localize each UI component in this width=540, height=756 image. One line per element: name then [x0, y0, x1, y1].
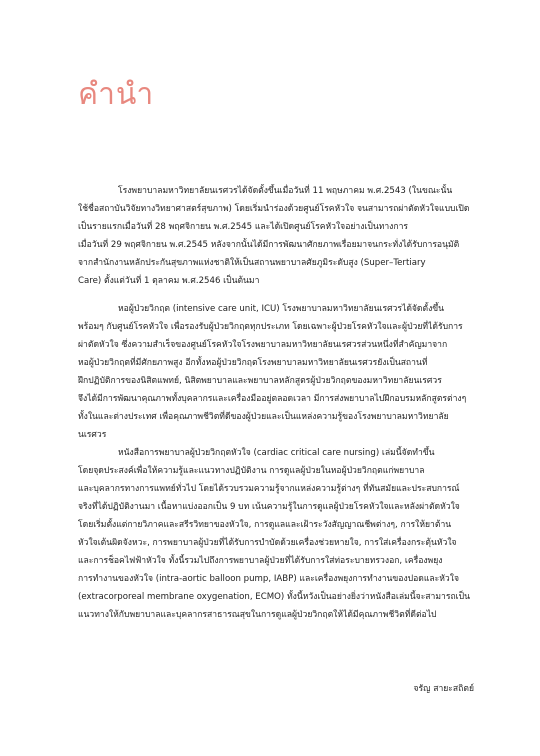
line-text: เมื่อวันที่ 29 พฤศจิกายน พ.ศ.2545 หลังจากนั้นได้มีการพัฒนาศักยภาพเรื่อยมาจนกระทั่งได้รับการอนุมัติ [78, 240, 460, 250]
paragraph-line [78, 516, 480, 534]
line-text: และบุคลากรทางการแพทย์ทั่วไป โดยได้รวบรวมความรู้จากแหล่งความรู้ต่างๆ ที่ทันสมัยและประสบการณ์ [78, 484, 460, 494]
paragraph-line [78, 444, 480, 462]
line-text: โรงพยาบาลมหาวิทยาลัยนเรศวรได้จัดตั้งขึ้นเมื่อวันที่ 11 พฤษภาคม พ.ศ.2543 (ในขณะนั้น [118, 186, 453, 196]
line-text: เป็นรายแรกเมื่อวันที่ 28 พฤศจิกายน พ.ศ.2545 และได้เปิดศูนย์โรคหัวใจอย่างเป็นทางการ [78, 222, 409, 232]
paragraph-line [78, 606, 480, 624]
paragraph-line [78, 552, 480, 570]
line-text: หัวใจเต้นผิดจังหวะ, การพยาบาลผู้ป่วยที่ได้รับการบำบัดด้วยเครื่องช่วยหายใจ, การใส่เครื่องกระตุ้นหัวใจ [78, 538, 457, 548]
paragraph-line [78, 588, 480, 606]
line-text: หอผู้ป่วยวิกฤต (intensive care unit, ICU) โรงพยาบาลมหาวิทยาลัยนเรศวรได้จัดตั้งขึ้น [118, 304, 445, 314]
line-text: แนวทางให้กับพยาบาลและบุคลากรสาธารณสุขในการดูแลผู้ป่วยวิกฤตให้ได้มีคุณภาพชีวิตที่ดีต่อไป [78, 610, 437, 620]
paragraph-line [78, 354, 480, 372]
line-text: หอผู้ป่วยวิกฤตที่มีศักยภาพสูง อีกทั้งหอผู้ป่วยวิกฤตโรงพยาบาลมหาวิทยาลัยนเรศวรยังเป็นสถานที่ [78, 358, 428, 368]
line-text: ทั้งในและต่างประเทศ เพื่อคุณภาพชีวิตที่ดีของผู้ป่วยและเป็นแหล่งความรู้ของโรงพยาบาลมหาวิทยาลัย [78, 412, 449, 422]
paragraph-line [78, 534, 480, 552]
paragraph-line [78, 480, 480, 498]
paragraph-line [78, 200, 480, 218]
paragraph-line [78, 408, 480, 426]
line-text: นเรศวร [78, 430, 107, 440]
preface-body [78, 182, 480, 624]
line-text: การทำงานของหัวใจ (intra-aortic balloon pump, IABP) และเครื่องพยุงการทำงานของปอดและหัวใจ [78, 574, 459, 584]
paragraph-3 [78, 444, 480, 624]
line-text: ใช้ชื่อสถาบันวิจัยทางวิทยาศาสตร์สุขภาพ) โดยเริ่มนำร่องด้วยศูนย์โรคหัวใจ จนสามารถผ่าตัดหัวใจแบบเปิด [78, 204, 470, 214]
paragraph-line [78, 426, 480, 444]
line-text: และการช็อคไฟฟ้าหัวใจ ทั้งนี้รวมไปถึงการพยาบาลผู้ป่วยที่ได้รับการใส่ท่อระบายทรวงอก, เครื่องพยุง [78, 556, 443, 566]
paragraph-line [78, 236, 480, 254]
line-text: ฝึกปฏิบัติการของนิสิตแพทย์, นิสิตพยาบาลและพยาบาลหลักสูตรผู้ป่วยวิกฤตของมหาวิทยาลัยนเรศวร [78, 376, 442, 386]
line-text: โดยเริ่มตั้งแต่กายวิภาคและสรีรวิทยาของหัวใจ, การดูแลและเฝ้าระวังสัญญาณชีพต่างๆ, การให้ยาต้าน [78, 520, 452, 530]
line-text: พร้อมๆ กับศูนย์โรคหัวใจ เพื่อรองรับผู้ป่วยวิกฤตทุกประเภท โดยเฉพาะผู้ป่วยโรคหัวใจและผู้ป่วยที่ได้รับการ [78, 322, 463, 332]
paragraph-1 [78, 182, 480, 290]
line-text: หนังสือการพยาบาลผู้ป่วยวิกฤตหัวใจ (cardiac critical care nursing) เล่มนี้จัดทำขึ้น [118, 448, 435, 458]
paragraph-line [78, 390, 480, 408]
paragraph-line [78, 498, 480, 516]
paragraph-line [78, 218, 480, 236]
paragraph-line [78, 254, 480, 272]
paragraph-line [78, 318, 480, 336]
author-signature: จรัญ สายะสถิตย์ [413, 684, 474, 694]
page-title: คำนำ [78, 77, 155, 112]
line-text: จึงได้มีการพัฒนาคุณภาพทั้งบุคลากรและเครื่องมืออยู่ตลอดเวลา มีการส่งพยาบาลไปฝึกอบรมหลักสูตรต่างๆ [78, 394, 467, 404]
paragraph-line [78, 372, 480, 390]
line-text: Care) ตั้งแต่วันที่ 1 ตุลาคม พ.ศ.2546 เป็นต้นมา [78, 276, 260, 286]
line-text: จากสำนักงานหลักประกันสุขภาพแห่งชาติให้เป็นสถานพยาบาลศัยภูมิระดับสูง (Super–Tertiary [78, 258, 426, 268]
paragraph-line [78, 300, 480, 318]
paragraph-line [78, 570, 480, 588]
line-text: จริงที่ได้ปฏิบัติงานมา เนื้อหาแบ่งออกเป็น 9 บท เน้นความรู้ในการดูแลผู้ป่วยโรคหัวใจและหลังผ่าตัดหัวใจ [78, 502, 460, 512]
paragraph-line [78, 462, 480, 480]
paragraph-line [78, 182, 480, 200]
line-text: (extracorporeal membrane oxygenation, ECMO) ทั้งนี้หวังเป็นอย่างยิ่งว่าหนังสือเล่มนี้จะสามารถเป็น [78, 592, 470, 602]
paragraph-line [78, 336, 480, 354]
paragraph-line [78, 272, 480, 290]
paragraph-2 [78, 300, 480, 444]
line-text: ผ่าตัดหัวใจ ซึ่งความสำเร็จของศูนย์โรคหัวใจโรงพยาบาลมหาวิทยาลัยนเรศวรส่วนหนึ่งที่สำคัญมาจาก [78, 340, 448, 350]
line-text: โดยจุดประสงค์เพื่อให้ความรู้และแนวทางปฏิบัติงาน การดูแลผู้ป่วยในหอผู้ป่วยวิกฤตแก่พยาบาล [78, 466, 425, 476]
